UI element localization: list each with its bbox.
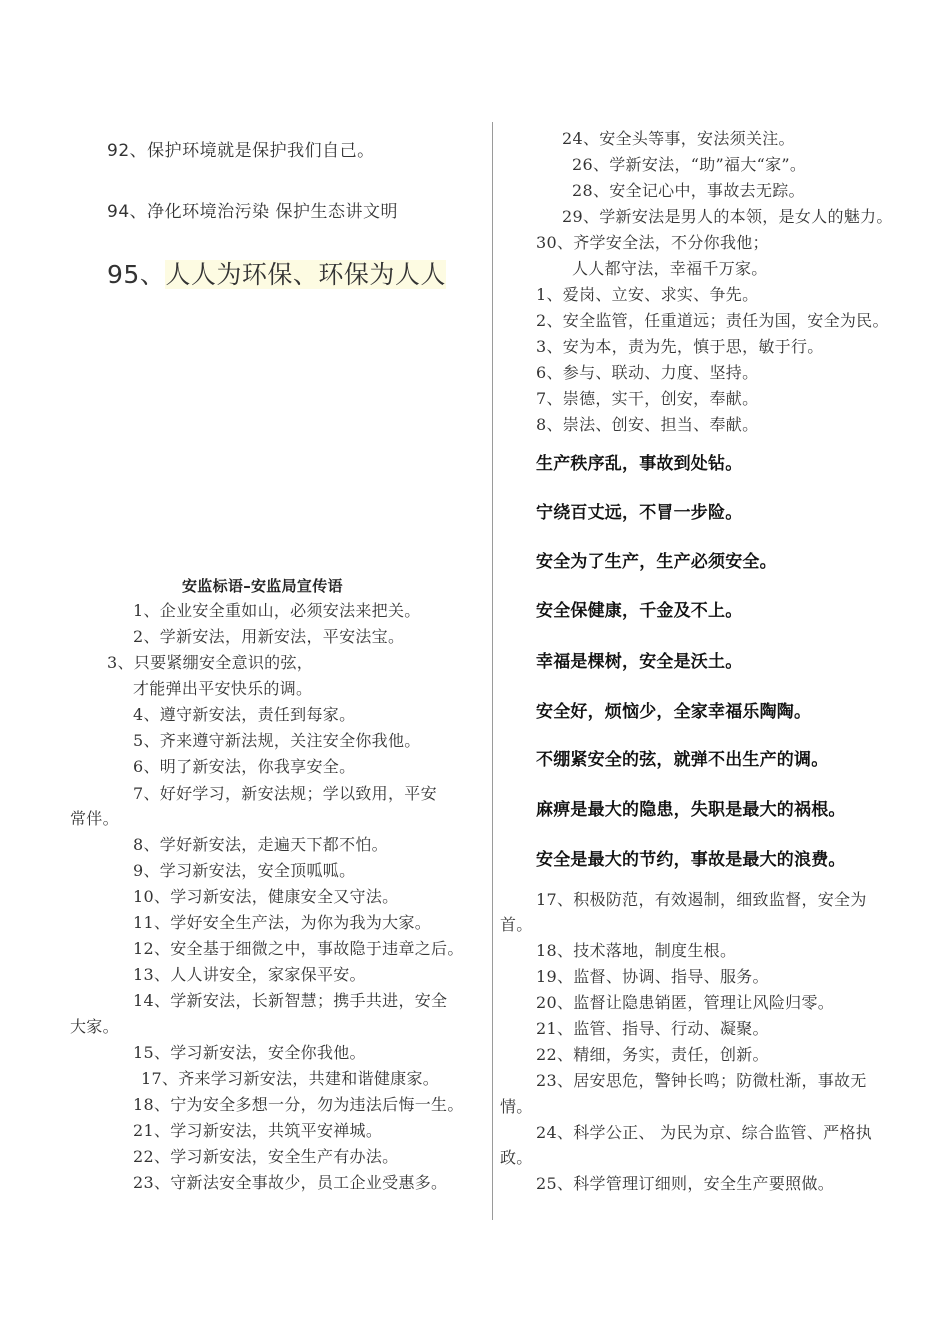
right-slogan-line: 18、技术落地，制度生根。 [536, 941, 737, 960]
right-slogan-line: 情。 [500, 1097, 533, 1116]
column-divider [492, 122, 493, 1220]
right-slogan-line: 20、监督让隐患销匿，管理让风险归零。 [536, 993, 835, 1012]
left-slogan-line: 9、学习新安法，安全顶呱呱。 [133, 861, 356, 880]
left-slogan-line: 17、齐来学习新安法，共建和谐健康家。 [141, 1069, 440, 1088]
bold-slogan: 安全好，烦恼少，全家幸福乐陶陶。 [536, 702, 812, 722]
left-slogan-line: 7、好好学习，新安法规；学以致用，平安 [133, 784, 437, 803]
right-slogan-line: 23、居安思危，警钟长鸣；防微杜渐，事故无 [536, 1071, 867, 1090]
left-slogan-line: 21、学习新安法，共筑平安禅城。 [133, 1121, 383, 1140]
right-slogan-line: 17、积极防范，有效遏制，细致监督，安全为 [536, 890, 867, 909]
heading-95-number: 95 [107, 260, 140, 289]
bold-slogan: 不绷紧安全的弦，就弹不出生产的调。 [536, 750, 829, 770]
left-slogan-line: 2、学新安法，用新安法，平安法宝。 [133, 627, 405, 646]
right-slogan-line: 21、监管、指导、行动、凝聚。 [536, 1019, 769, 1038]
heading-94-text: 、净化环境治污染 保护生态讲文明 [129, 202, 399, 222]
bold-slogan: 安全为了生产，生产必须安全。 [536, 552, 777, 572]
left-slogan-line: 大家。 [70, 1017, 119, 1036]
right-slogan-line: 30、齐学安全法，不分你我他； [536, 233, 769, 252]
right-slogan-line: 7、崇德，实干，创安，奉献。 [536, 389, 759, 408]
left-slogan-line: 5、齐来遵守新法规，关注安全你我他。 [133, 731, 421, 750]
left-slogan-line: 才能弹出平安快乐的调。 [133, 679, 313, 698]
left-slogan-line: 18、宁为安全多想一分，勿为违法后悔一生。 [133, 1095, 464, 1114]
right-slogan-line: 28、安全记心中，事故去无踪。 [572, 181, 805, 200]
heading-92 [107, 141, 375, 161]
right-slogan-line: 8、崇法、创安、担当、奉献。 [536, 415, 759, 434]
right-slogan-line: 6、参与、联动、力度、坚持。 [536, 363, 759, 382]
left-slogan-line: 4、遵守新安法，责任到每家。 [133, 705, 356, 724]
heading-95-separator: 、 [139, 260, 166, 289]
bold-slogan: 安全保健康，千金及不上。 [536, 601, 743, 621]
left-slogan-line: 23、守新法安全事故少，员工企业受惠多。 [133, 1173, 448, 1192]
left-slogan-line: 6、明了新安法，你我享安全。 [133, 757, 356, 776]
right-slogan-line: 1、爱岗、立安、求实、争先。 [536, 285, 759, 304]
right-slogan-line: 2、安全监管，任重道远；责任为国，安全为民。 [536, 311, 889, 330]
right-slogan-line: 首。 [500, 915, 533, 934]
section-title: 安监标语–安监局宣传语 [182, 577, 343, 595]
left-slogan-line: 14、学新安法，长新智慧；携手共进，安全 [133, 991, 448, 1010]
left-slogan-line: 15、学习新安法，安全你我他。 [133, 1043, 366, 1062]
right-slogan-line: 22、精细，务实，责任，创新。 [536, 1045, 769, 1064]
right-slogan-line: 26、学新安法，“助”福大“家”。 [572, 155, 807, 174]
bold-slogan: 宁绕百丈远，不冒一步险。 [536, 503, 743, 523]
right-slogan-line: 人人都守法，幸福千万家。 [572, 259, 768, 278]
left-slogan-line: 10、学习新安法，健康安全又守法。 [133, 887, 399, 906]
right-slogan-line: 29、学新安法是男人的本领，是女人的魅力。 [562, 207, 893, 226]
left-slogan-line: 13、人人讲安全，家家保平安。 [133, 965, 366, 984]
right-slogan-line: 24、科学公正、 为民为京、综合监管、严格执 [536, 1123, 873, 1142]
bold-slogan: 安全是最大的节约，事故是最大的浪费。 [536, 850, 846, 870]
right-slogan-line: 19、监督、协调、指导、服务。 [536, 967, 769, 986]
heading-94 [107, 202, 398, 222]
heading-94-number: 94 [107, 202, 130, 222]
left-slogan-line: 11、学好安全生产法，为你为我为大家。 [133, 913, 432, 932]
bold-slogan: 麻痹是最大的隐患，失职是最大的祸根。 [536, 800, 846, 820]
bold-slogan: 生产秩序乱，事故到处钻。 [536, 454, 743, 474]
left-slogan-line: 8、学好新安法，走遍天下都不怕。 [133, 835, 388, 854]
left-slogan-line: 3、只要紧绷安全意识的弦， [107, 653, 314, 672]
right-slogan-line: 24、安全头等事，安法须关注。 [562, 129, 795, 148]
heading-95-highlighted-text: 人人为环保、环保为人人 [165, 260, 446, 289]
heading-92-text: 、保护环境就是保护我们自己。 [129, 141, 375, 161]
heading-95 [107, 259, 446, 291]
heading-92-number: 92 [107, 141, 130, 161]
left-slogan-line: 1、企业安全重如山，必须安法来把关。 [133, 601, 421, 620]
right-slogan-line: 政。 [500, 1148, 533, 1167]
bold-slogan: 幸福是棵树，安全是沃土。 [536, 652, 743, 672]
right-slogan-line: 25、科学管理订细则，安全生产要照做。 [536, 1174, 835, 1193]
left-slogan-line: 12、安全基于细微之中，事故隐于违章之后。 [133, 939, 464, 958]
left-slogan-line: 22、学习新安法，安全生产有办法。 [133, 1147, 399, 1166]
left-slogan-line: 常伴。 [70, 809, 119, 828]
right-slogan-line: 3、安为本，责为先，慎于思，敏于行。 [536, 337, 824, 356]
